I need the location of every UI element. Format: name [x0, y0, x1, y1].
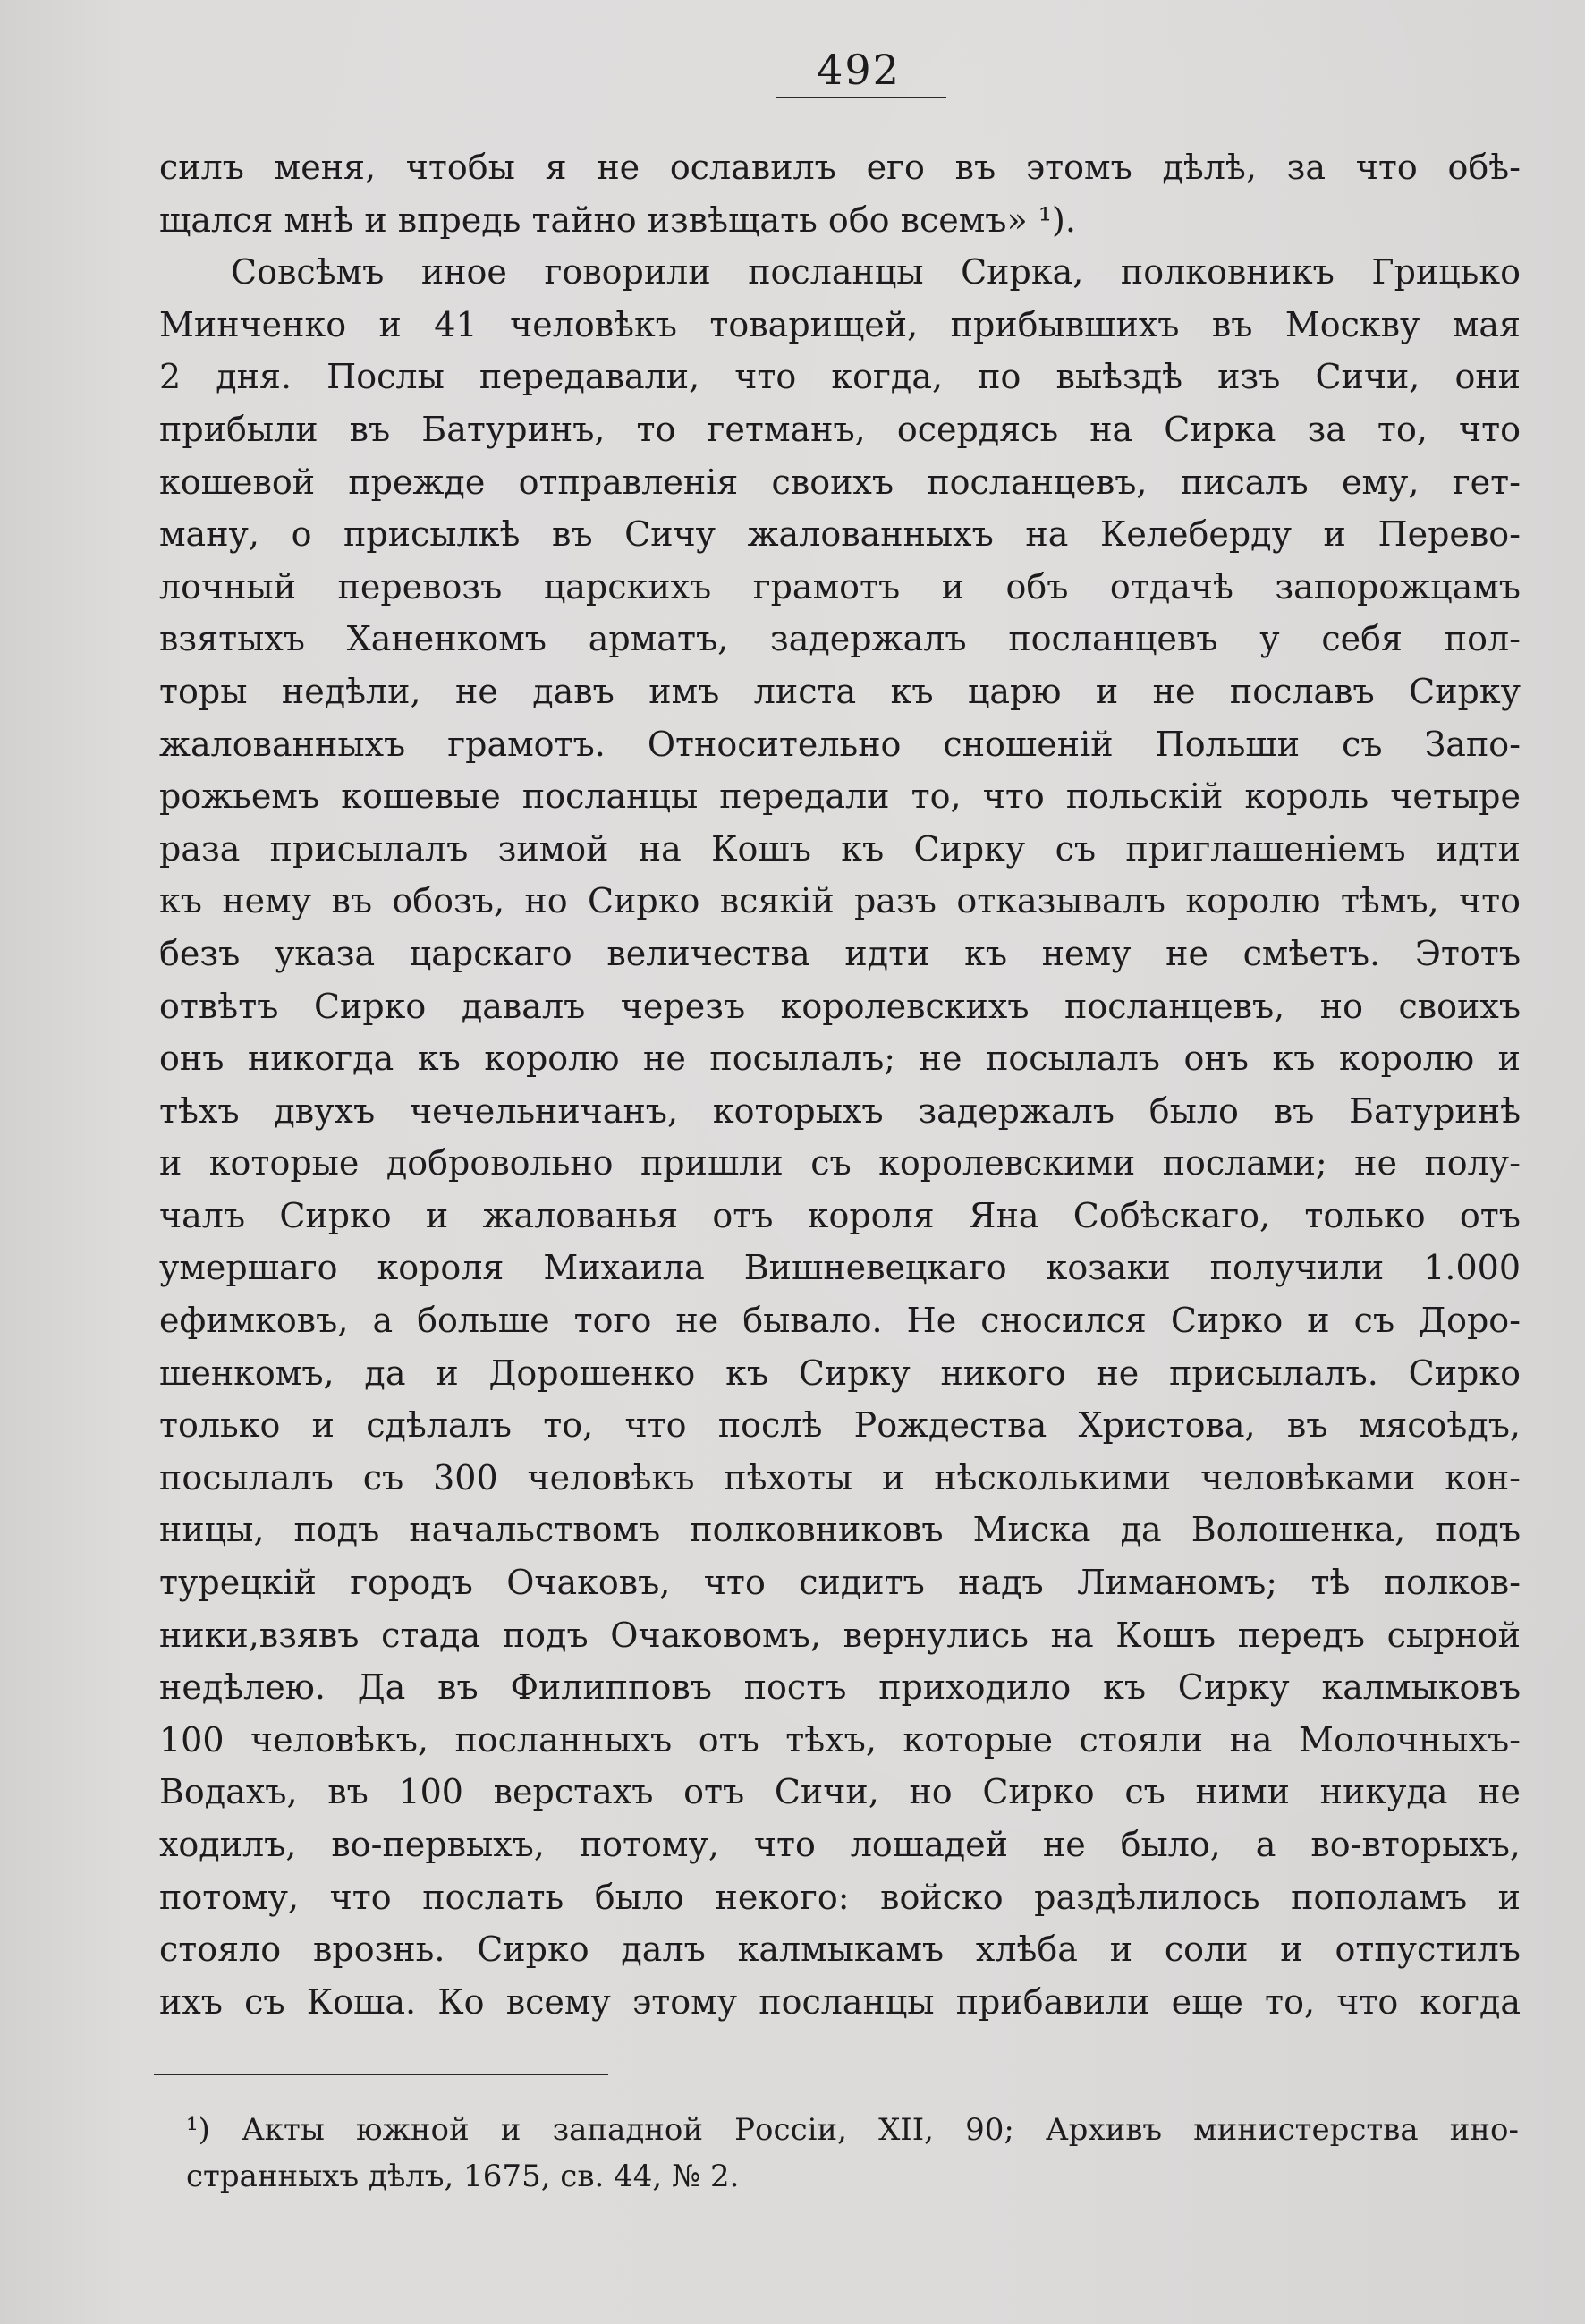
text-line: турецкій городъ Очаковъ, что сидитъ надъ Лиманомъ; тѣ полков-: [159, 1563, 1521, 1603]
text-line: рожьемъ кошевые посланцы передали то, что польскій король четыре: [159, 776, 1521, 817]
text-line: только и сдѣлалъ то, что послѣ Рождества Христова, въ мясоѣдъ,: [159, 1405, 1521, 1446]
text-line: ницы, подъ начальствомъ полковниковъ Миска да Волошенка, подъ: [159, 1510, 1521, 1550]
footnote-line: странныхъ дѣлъ, 1675, св. 44, № 2.: [186, 2159, 740, 2194]
text-line: и которые добровольно пришли съ королевскими послами; не полу-: [159, 1143, 1521, 1183]
text-line: лочный перевозъ царскихъ грамотъ и объ отдачѣ запорожцамъ: [159, 566, 1521, 606]
text-line: жалованныхъ грамотъ. Относительно сношеній Польши съ Запо-: [159, 724, 1521, 764]
text-line: прибыли въ Батуринъ, то гетманъ, осердясь на Сирка за то, что: [159, 409, 1521, 449]
text-line: взятыхъ Ханенкомъ арматъ, задержалъ посланцевъ у себя пол-: [159, 619, 1521, 659]
text-line: щался мнѣ и впредь тайно извѣщать обо всемъ» ¹).: [159, 199, 1076, 240]
text-line: 100 человѣкъ, посланныхъ отъ тѣхъ, которые стояли на Молочныхъ-: [159, 1719, 1521, 1760]
text-line: ману, о присылкѣ въ Сичу жалованныхъ на Келеберду и Перево-: [159, 514, 1521, 555]
footnote-separator: [154, 2074, 608, 2075]
footnotes: [186, 2107, 1519, 2200]
text-line: Водахъ, въ 100 верстахъ отъ Сичи, но Сирко съ ними никуда не: [159, 1772, 1521, 1812]
page-number: 492: [817, 46, 901, 94]
text-line: умершаго короля Михаила Вишневецкаго козаки получили 1.000: [159, 1248, 1521, 1288]
text-line: къ нему въ обозъ, но Сирко всякій разъ отказывалъ королю тѣмъ, что: [159, 881, 1521, 921]
page-number-rule: [776, 97, 946, 98]
text-line: Минченко и 41 человѣкъ товарищей, прибывшихъ въ Москву мая: [159, 304, 1521, 344]
text-line: стояло врознь. Сирко далъ калмыкамъ хлѣба и соли и отпустилъ: [159, 1930, 1521, 1970]
text-line: отвѣтъ Сирко давалъ черезъ королевскихъ посланцевъ, но своихъ: [159, 986, 1521, 1026]
text-line: Совсѣмъ иное говорили посланцы Сирка, полковникъ Грицько: [231, 252, 1521, 293]
text-line: посылалъ съ 300 человѣкъ пѣхоты и нѣсколькими человѣками кон-: [159, 1457, 1521, 1497]
text-line: безъ указа царскаго величества идти къ нему не смѣетъ. Этотъ: [159, 933, 1521, 973]
text-line: чалъ Сирко и жалованья отъ короля Яна Собѣскаго, только отъ: [159, 1195, 1521, 1235]
footnote-line: ¹) Акты южной и западной Россіи, XII, 90; Архивъ министерства ино-: [186, 2112, 1519, 2148]
text-line: онъ никогда къ королю не посылалъ; не посылалъ онъ къ королю и: [159, 1039, 1521, 1079]
text-line: потому, что послать было некого: войско раздѣлилось пополамъ и: [159, 1877, 1521, 1917]
text-line: раза присылалъ зимой на Кошъ къ Сирку съ приглашеніемъ идти: [159, 828, 1521, 869]
text-line: шенкомъ, да и Дорошенко къ Сирку никого не присылалъ. Сирко: [159, 1353, 1521, 1393]
text-line: ефимковъ, а больше того не бывало. Не сносился Сирко и съ Доро-: [159, 1301, 1521, 1341]
text-line: торы недѣли, не давъ имъ листа къ царю и не пославъ Сирку: [159, 671, 1521, 711]
text-line: кошевой прежде отправленія своихъ посланцевъ, писалъ ему, гет-: [159, 462, 1521, 502]
text-line: ники,взявъ стада подъ Очаковомъ, вернулись на Кошъ передъ сырной: [159, 1615, 1521, 1655]
body-text: [159, 141, 1521, 2028]
text-line: силъ меня, чтобы я не ославилъ его въ этомъ дѣлѣ, за что обѣ-: [159, 148, 1521, 187]
text-line: ихъ съ Коша. Ко всему этому посланцы прибавили еще то, что когда: [159, 1981, 1521, 2022]
text-line: недѣлею. Да въ Филипповъ постъ приходило къ Сирку калмыковъ: [159, 1667, 1521, 1708]
text-line: 2 дня. Послы передавали, что когда, по выѣздѣ изъ Сичи, они: [159, 357, 1521, 397]
text-line: тѣхъ двухъ чечельничанъ, которыхъ задержалъ было въ Батуринѣ: [159, 1090, 1521, 1131]
text-line: ходилъ, во-первыхъ, потому, что лошадей не было, а во-вторыхъ,: [159, 1825, 1521, 1864]
